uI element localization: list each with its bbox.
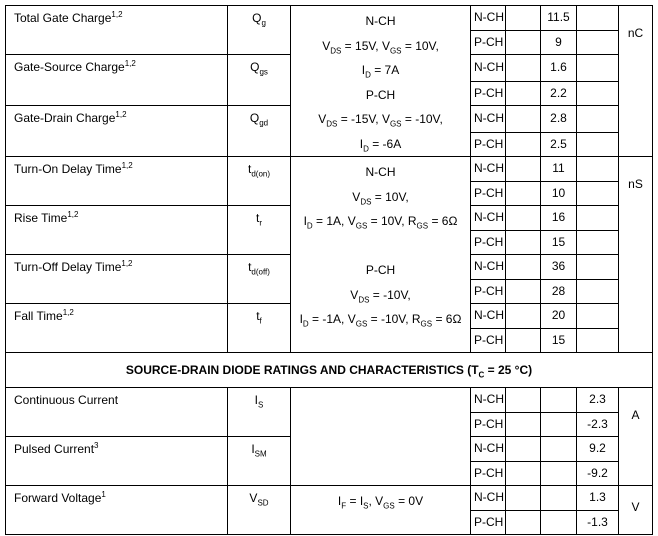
min-cell [506, 437, 541, 462]
forward-voltage-conditions: $I_F = I_S$, $V_{GS} = 0V$ [291, 486, 471, 535]
symbol-qgd: $Q_{gd}$ [228, 106, 291, 157]
param-forward-voltage: Forward Voltage$^1$ [6, 486, 228, 535]
channel-cell: N-CH [471, 106, 506, 133]
typ-cell: 15 [541, 328, 577, 353]
channel-cell: N-CH [471, 55, 506, 82]
min-cell [506, 6, 541, 31]
param-continuous-current: Continuous Current [6, 388, 228, 437]
channel-cell: P-CH [471, 412, 506, 437]
table-row [6, 6, 653, 31]
max-cell: -2.3 [577, 412, 619, 437]
min-cell [506, 132, 541, 157]
section-title-diode: SOURCE-DRAIN DIODE RATINGS AND CHARACTERISTICS ($T_C = 25$ °C) [6, 353, 653, 388]
channel-cell: P-CH [471, 461, 506, 486]
min-cell [506, 55, 541, 82]
charge-test-conditions: N-CH $V_{DS} = 15V$, $V_{GS} = 10V$, $I_D = 7A$ P-CH $V_{DS} = -15V$, $V_{GS} = -10V$, $I_D = -6A$ [291, 6, 471, 157]
table-row [6, 486, 653, 511]
max-cell [577, 230, 619, 255]
symbol-tf: $t_f$ [228, 304, 291, 353]
channel-cell: P-CH [471, 132, 506, 157]
symbol-td-off: $t_{d(off)}$ [228, 255, 291, 304]
typ-cell: 9 [541, 30, 577, 55]
unit-voltage: V [619, 486, 653, 535]
param-pulsed-current: Pulsed Current$^3$ [6, 437, 228, 486]
param-turn-off-delay: Turn-Off Delay Time$^{1,2}$ [6, 255, 228, 304]
typ-cell: 20 [541, 304, 577, 329]
typ-cell: 16 [541, 206, 577, 231]
typ-cell [541, 486, 577, 511]
max-cell [577, 55, 619, 82]
param-gate-source-charge: Gate-Source Charge$^{1,2}$ [6, 55, 228, 106]
min-cell [506, 412, 541, 437]
min-cell [506, 486, 541, 511]
typ-cell [541, 388, 577, 413]
channel-cell: N-CH [471, 6, 506, 31]
section-header-row [6, 353, 653, 388]
max-cell: 2.3 [577, 388, 619, 413]
min-cell [506, 279, 541, 304]
diode-current-conditions [291, 388, 471, 486]
symbol-ism: $I_{SM}$ [228, 437, 291, 486]
max-cell [577, 132, 619, 157]
max-cell [577, 157, 619, 182]
channel-cell: N-CH [471, 157, 506, 182]
param-total-gate-charge: Total Gate Charge$^{1,2}$ [6, 6, 228, 55]
max-cell [577, 106, 619, 133]
typ-cell: 10 [541, 181, 577, 206]
min-cell [506, 106, 541, 133]
channel-cell: N-CH [471, 437, 506, 462]
max-cell [577, 279, 619, 304]
typ-cell: 2.2 [541, 81, 577, 106]
typ-cell: 11 [541, 157, 577, 182]
max-cell: 1.3 [577, 486, 619, 511]
min-cell [506, 81, 541, 106]
max-cell [577, 30, 619, 55]
min-cell [506, 461, 541, 486]
symbol-td-on: $t_{d(on)}$ [228, 157, 291, 206]
unit-time: nS [619, 157, 653, 353]
channel-cell: P-CH [471, 30, 506, 55]
channel-cell: P-CH [471, 181, 506, 206]
channel-cell: P-CH [471, 230, 506, 255]
channel-cell: N-CH [471, 486, 506, 511]
channel-cell: P-CH [471, 328, 506, 353]
time-test-conditions: N-CH $V_{DS} = 10V$, $I_D = 1A$, $V_{GS} = 10V$, $R_{GS} = 6\Omega$ P-CH $V_{DS} = -10V$, $I_D = -1A$, $V_{GS} = -10V$, $R_{GS} = 6\Omega$ [291, 157, 471, 353]
channel-cell: N-CH [471, 304, 506, 329]
min-cell [506, 328, 541, 353]
min-cell [506, 157, 541, 182]
typ-cell: 1.6 [541, 55, 577, 82]
channel-cell: N-CH [471, 388, 506, 413]
min-cell [506, 304, 541, 329]
unit-charge: nC [619, 6, 653, 157]
symbol-qgs: $Q_{gs}$ [228, 55, 291, 106]
max-cell [577, 304, 619, 329]
channel-cell: N-CH [471, 255, 506, 280]
typ-cell: 28 [541, 279, 577, 304]
symbol-vsd: $V_{SD}$ [228, 486, 291, 535]
typ-cell: 36 [541, 255, 577, 280]
typ-cell: 2.8 [541, 106, 577, 133]
min-cell [506, 206, 541, 231]
max-cell: -1.3 [577, 510, 619, 535]
param-fall-time: Fall Time$^{1,2}$ [6, 304, 228, 353]
typ-cell: 11.5 [541, 6, 577, 31]
min-cell [506, 181, 541, 206]
typ-cell [541, 437, 577, 462]
max-cell [577, 328, 619, 353]
channel-cell: P-CH [471, 279, 506, 304]
symbol-is: $I_S$ [228, 388, 291, 437]
max-cell: -9.2 [577, 461, 619, 486]
param-gate-drain-charge: Gate-Drain Charge$^{1,2}$ [6, 106, 228, 157]
symbol-qg: $Q_g$ [228, 6, 291, 55]
typ-cell: 2.5 [541, 132, 577, 157]
symbol-tr: $t_r$ [228, 206, 291, 255]
table-row [6, 157, 653, 182]
min-cell [506, 388, 541, 413]
min-cell [506, 30, 541, 55]
channel-cell: P-CH [471, 81, 506, 106]
unit-current: A [619, 388, 653, 486]
max-cell: 9.2 [577, 437, 619, 462]
max-cell [577, 6, 619, 31]
typ-cell [541, 510, 577, 535]
channel-cell: N-CH [471, 206, 506, 231]
max-cell [577, 255, 619, 280]
param-rise-time: Rise Time$^{1,2}$ [6, 206, 228, 255]
max-cell [577, 206, 619, 231]
max-cell [577, 181, 619, 206]
param-turn-on-delay: Turn-On Delay Time$^{1,2}$ [6, 157, 228, 206]
channel-cell: P-CH [471, 510, 506, 535]
min-cell [506, 510, 541, 535]
max-cell [577, 81, 619, 106]
typ-cell [541, 412, 577, 437]
typ-cell [541, 461, 577, 486]
min-cell [506, 255, 541, 280]
table-row [6, 388, 653, 413]
spec-table [5, 5, 653, 535]
min-cell [506, 230, 541, 255]
typ-cell: 15 [541, 230, 577, 255]
